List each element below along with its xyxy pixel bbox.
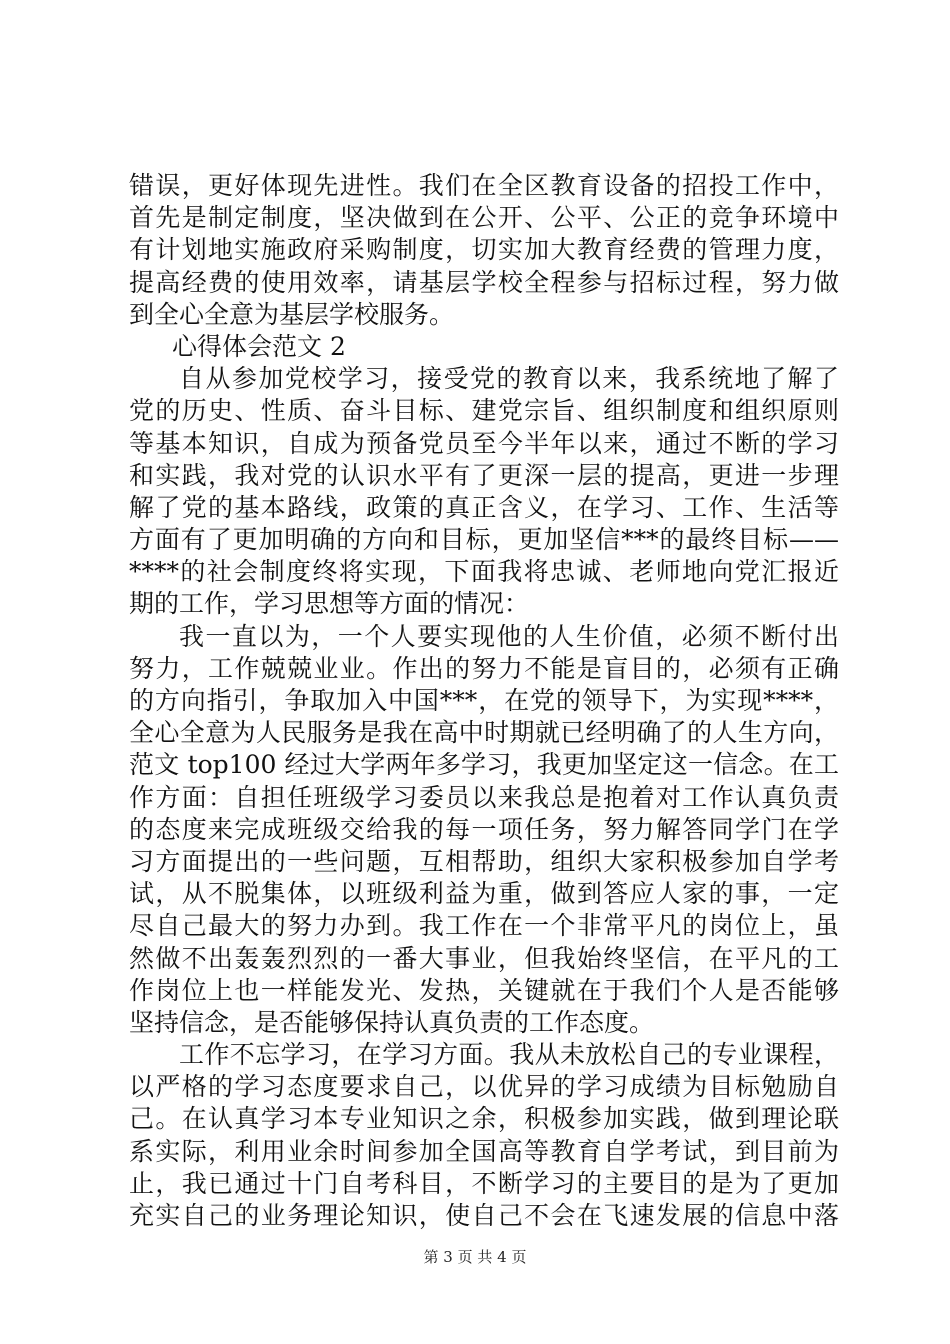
page-number-footer: 第 3 页 共 4 页: [423, 1248, 527, 1266]
text-line: 作方面：自担任班级学习委员以来我总是抱着对工作认真负责: [129, 782, 839, 812]
text-line: 坚持信念，是否能够保持认真负责的工作态度。: [129, 1007, 655, 1037]
text-line: 的方向指引，争取加入中国***，在党的领导下，为实现****，: [129, 686, 839, 715]
text-line: ****的社会制度终将实现，下面我将忠诚、老师地向党汇报近: [129, 557, 839, 587]
text-line: 努力，工作兢兢业业。作出的努力不能是盲目的，必须有正确: [129, 653, 839, 683]
text-line: 习方面提出的一些问题，互相帮助，组织大家积极参加自学考: [129, 846, 839, 876]
text-line: 提高经费的使用效率，请基层学校全程参与招标过程，努力做: [129, 267, 839, 297]
document-body: [129, 170, 839, 1232]
text-line: 首先是制定制度，坚决做到在公开、公平、公正的竞争环境中: [129, 203, 839, 233]
paragraph-first-line: 我一直以为，一个人要实现他的人生价值，必须不断付出: [179, 621, 839, 651]
text-line: 己。在认真学习本专业知识之余，积极参加实践，做到理论联: [129, 1104, 839, 1134]
paragraph-first-line: 自从参加党校学习，接受党的教育以来，我系统地了解了: [179, 364, 839, 394]
paragraph-first-line: 工作不忘学习，在学习方面。我从未放松自己的专业课程，: [179, 1040, 839, 1070]
text-line: 全心全意为人民服务是我在高中时期就已经明确了的人生方向，: [129, 718, 839, 748]
text-line: 方面有了更加明确的方向和目标，更加坚信***的最终目标——: [129, 525, 839, 555]
text-line: 的态度来完成班级交给我的每一项任务，努力解答同学门在学: [129, 814, 839, 844]
text-line: 尽自己最大的努力办到。我工作在一个非常平凡的岗位上，虽: [129, 911, 839, 941]
section-heading: 心得体会范文 2: [172, 331, 346, 361]
text-line: 试，从不脱集体，以班级利益为重，做到答应人家的事，一定: [129, 879, 839, 909]
text-line: 和实践，我对党的认识水平有了更深一层的提高，更进一步理: [129, 460, 839, 490]
text-line: 解了党的基本路线，政策的真正含义，在学习、工作、生活等: [129, 492, 839, 522]
text-line: 作岗位上也一样能发光、发热，关键就在于我们个人是否能够: [129, 975, 839, 1005]
text-line: 到全心全意为基层学校服务。: [129, 299, 455, 329]
text-line: 等基本知识，自成为预备党员至今半年以来，通过不断的学习: [129, 428, 839, 458]
text-line: 止，我已通过十门自考科目，不断学习的主要目的是为了更加: [129, 1168, 839, 1198]
text-line: 期的工作，学习思想等方面的情况：: [129, 589, 530, 619]
text-line: 错误，更好体现先进性。我们在全区教育设备的招投工作中，: [129, 171, 839, 200]
text-line: 有计划地实施政府采购制度，切实加大教育经费的管理力度，: [129, 235, 839, 265]
text-line: 充实自己的业务理论知识，使自己不会在飞速发展的信息中落: [129, 1201, 839, 1230]
text-line: 然做不出轰轰烈烈的一番大事业，但我始终坚信，在平凡的工: [129, 943, 839, 973]
text-line: 系实际，利用业余时间参加全国高等教育自学考试，到目前为: [129, 1136, 839, 1166]
text-line: 范文 top100 经过大学两年多学习，我更加坚定这一信念。在工: [129, 750, 839, 780]
text-line: 党的历史、性质、奋斗目标、建党宗旨、组织制度和组织原则: [129, 396, 839, 426]
text-line: 以严格的学习态度要求自己，以优异的学习成绩为目标勉励自: [129, 1072, 839, 1102]
